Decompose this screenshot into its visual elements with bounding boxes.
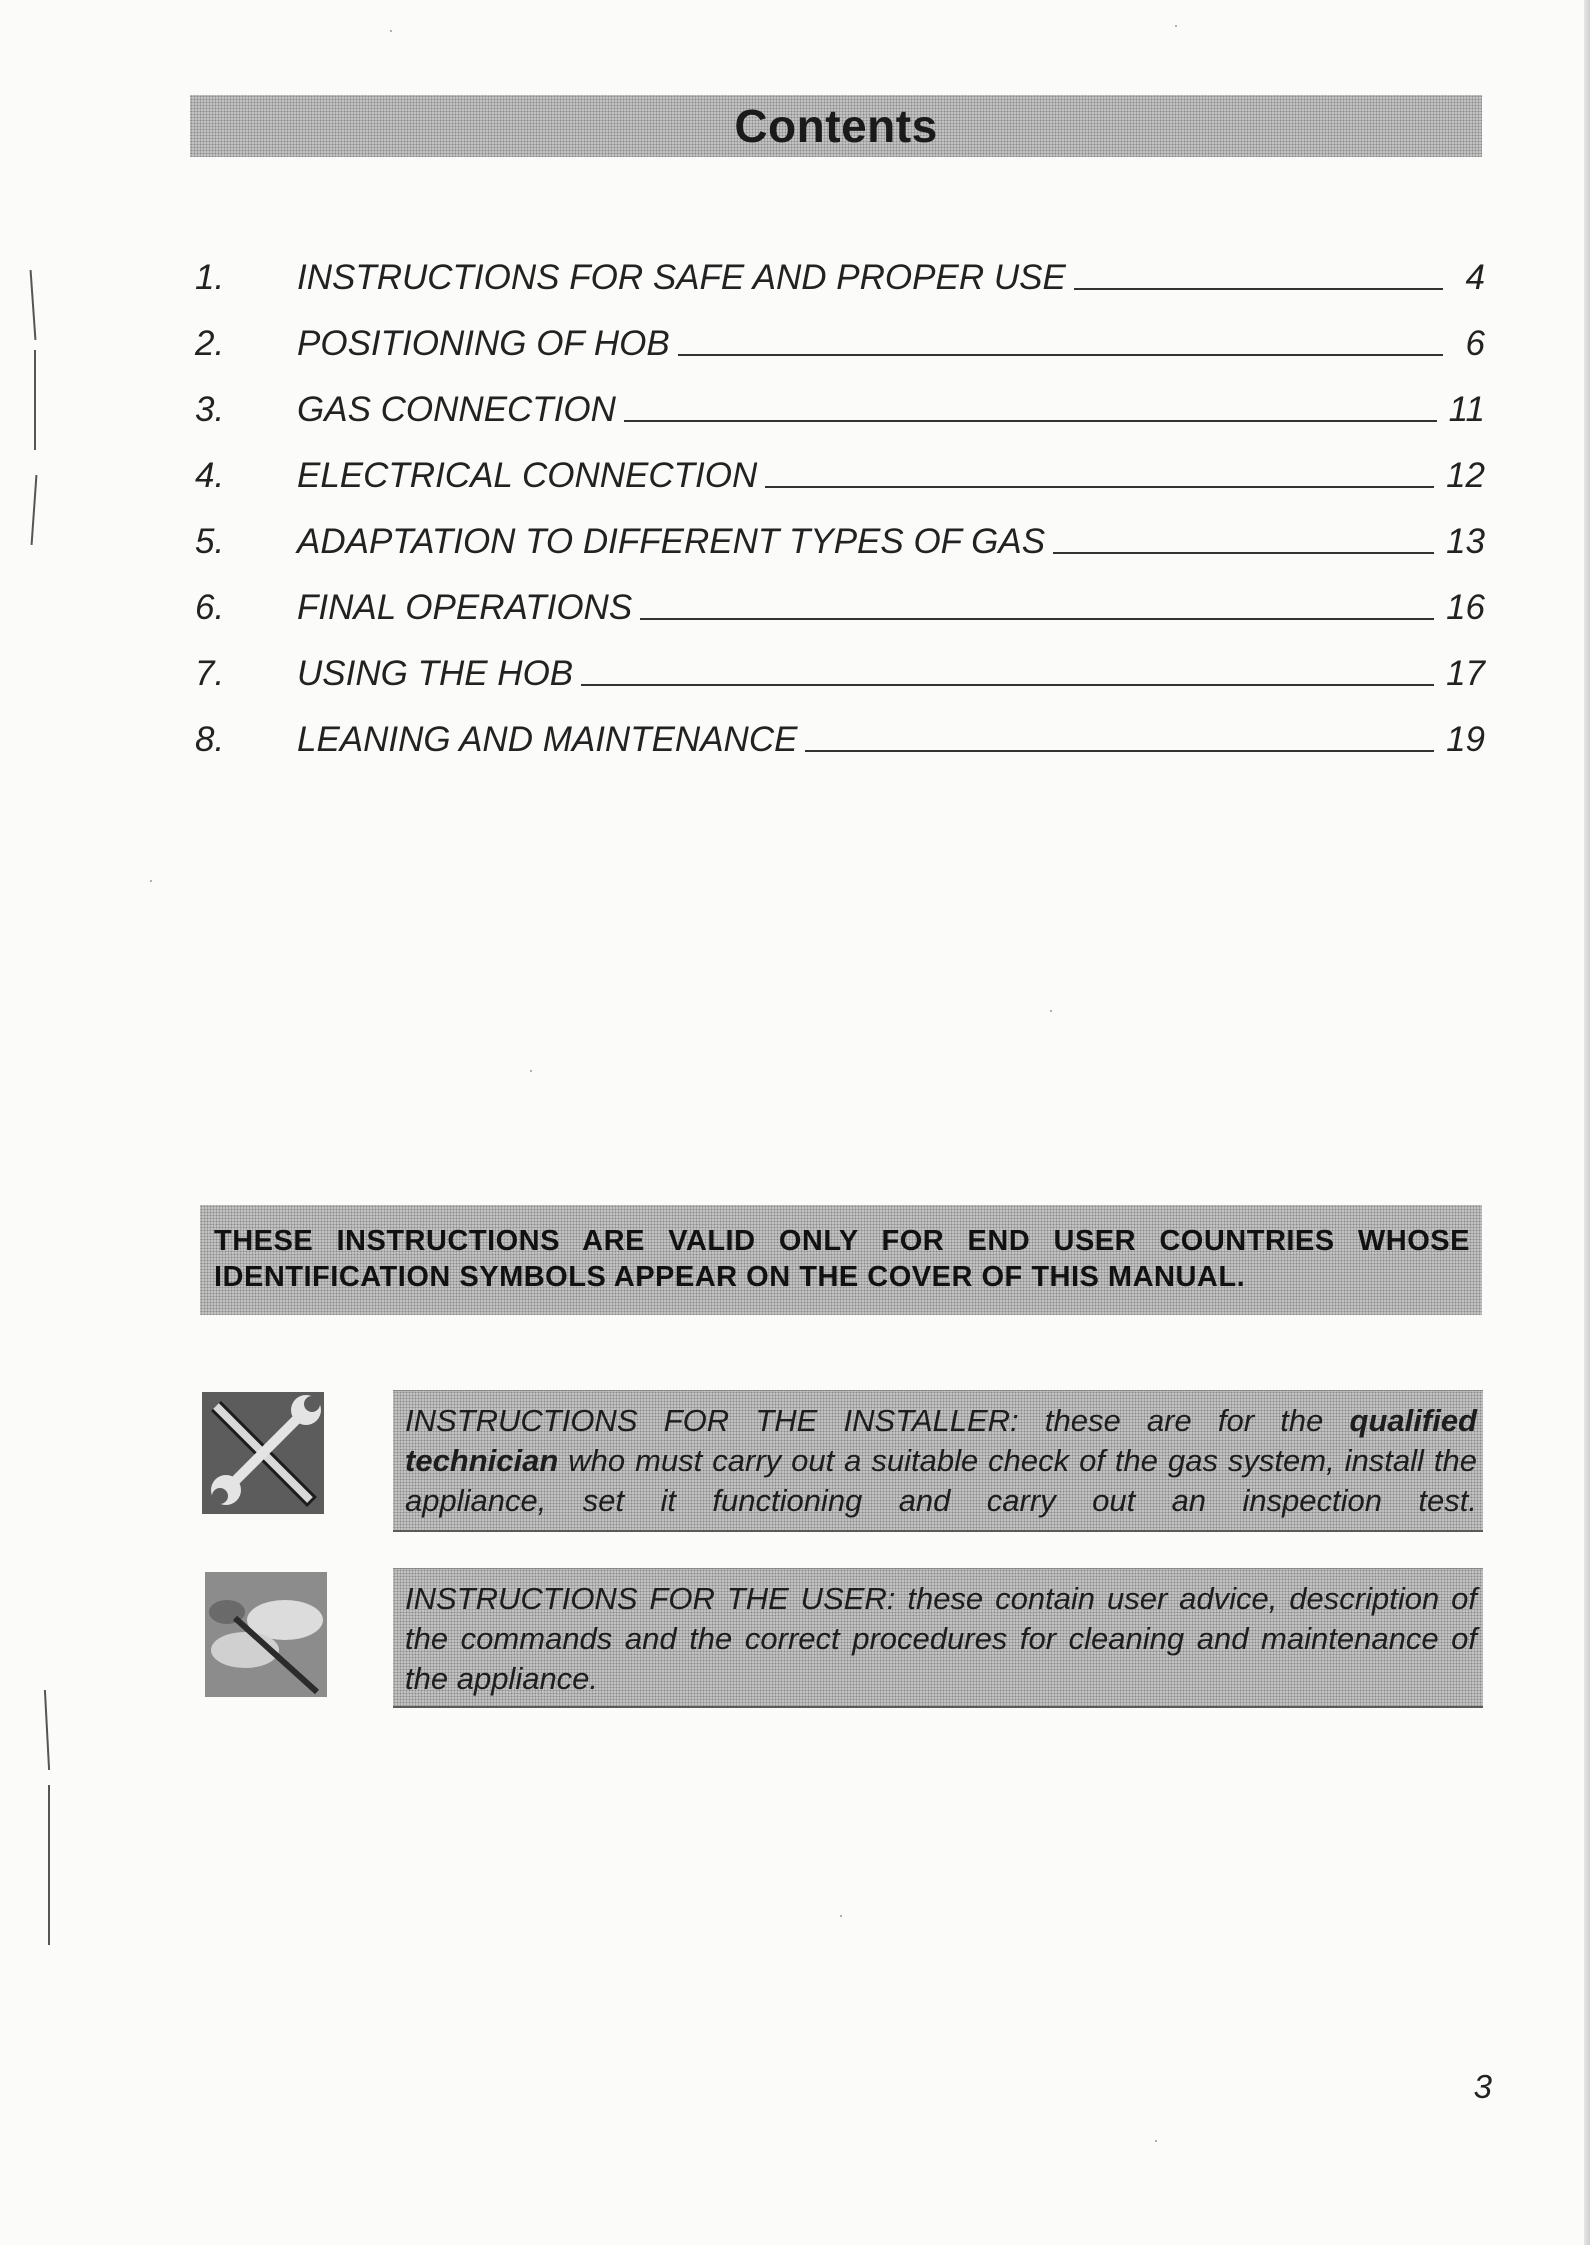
installer-heading: INSTRUCTIONS FOR THE INSTALLER: [405,1403,1019,1438]
speck [1175,25,1177,27]
toc-label: USING THE HOB [297,654,574,693]
toc-number: 8. [195,720,225,759]
toc-label: ADAPTATION TO DIFFERENT TYPES OF GAS [297,522,1046,561]
spoon-icon [205,1572,327,1697]
margin-mark [34,350,36,450]
wrench-screwdriver-icon [202,1392,324,1514]
page-edge [1584,0,1590,2245]
installer-instructions [393,1390,1483,1532]
toc-leader-line [805,750,1434,752]
toc-number: 2. [195,324,225,363]
toc-row[interactable] [195,694,1485,760]
user-text: these contain user advice, description of the commands and the correct procedures for cleaning and maintenance of the appliance. [405,1581,1477,1696]
table-of-contents [195,232,1485,760]
toc-label: FINAL OPERATIONS [297,588,633,627]
toc-row[interactable] [195,496,1485,562]
toc-row[interactable] [195,562,1485,628]
toc-number: 7. [195,654,225,693]
toc-page-number: 11 [1448,390,1485,429]
toc-label: ELECTRICAL CONNECTION [297,456,758,495]
toc-page-number: 6 [1465,324,1485,363]
toc-row[interactable] [195,298,1485,364]
validity-notice: THESE INSTRUCTIONS ARE VALID ONLY FOR END USER COUNTRIES WHOSE IDENTIFICATION SYMBOLS APPEAR ON THE COVER OF THIS MANUAL. [200,1205,1482,1315]
installer-text-continued: who must carry out a suitable check of the gas system, install the appliance, set it functioning and carry out an inspection test. [405,1443,1477,1518]
user-instructions [393,1568,1483,1708]
speck [840,1915,842,1917]
page-title: Contents [734,100,938,152]
margin-mark [31,475,38,545]
toc-label: POSITIONING OF HOB [297,324,670,363]
toc-leader-line [624,420,1437,422]
page-number: 3 [1473,2068,1492,2105]
toc-label: INSTRUCTIONS FOR SAFE AND PROPER USE [297,258,1066,297]
toc-row[interactable] [195,430,1485,496]
toc-number: 1. [195,258,225,297]
toc-number: 4. [195,456,225,495]
toc-page-number: 13 [1446,522,1485,561]
toc-page-number: 16 [1446,588,1485,627]
toc-number: 6. [195,588,225,627]
toc-label: LEANING AND MAINTENANCE [297,720,798,759]
speck [1050,1010,1052,1012]
margin-mark [48,1785,50,1945]
toc-page-number: 12 [1446,456,1485,495]
toc-page-number: 17 [1446,654,1485,693]
toc-page-number: 19 [1446,720,1485,759]
speck [530,1070,532,1072]
toc-number: 3. [195,390,225,429]
toc-label: GAS CONNECTION [297,390,616,429]
speck [390,30,392,32]
toc-page-number: 4 [1465,258,1485,297]
toc-leader-line [678,354,1443,356]
margin-mark [30,270,37,340]
toc-row[interactable] [195,628,1485,694]
qualified-technician-emphasis: qualified technician [405,1403,1477,1478]
toc-leader-line [1053,552,1434,554]
toc-row[interactable] [195,232,1485,298]
toc-leader-line [581,684,1434,686]
toc-number: 5. [195,522,225,561]
toc-leader-line [765,486,1434,488]
margin-mark [44,1690,50,1770]
speck [1155,2140,1157,2142]
user-heading: INSTRUCTIONS FOR THE USER: [405,1581,896,1616]
speck [150,880,152,882]
toc-leader-line [640,618,1434,620]
contents-title-bar [190,95,1482,157]
installer-text: these are for the [1018,1403,1350,1438]
toc-leader-line [1074,288,1443,290]
toc-row[interactable] [195,364,1485,430]
